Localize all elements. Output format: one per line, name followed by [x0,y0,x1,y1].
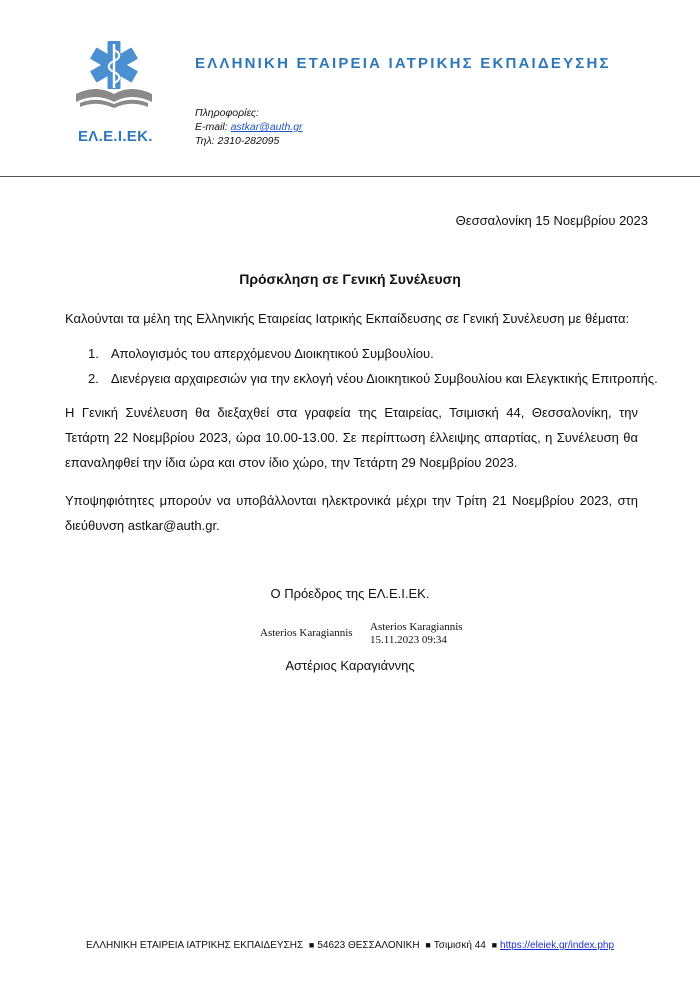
logo-text: ΕΛ.Ε.Ι.ΕΚ. [78,128,153,145]
footer-separator: ■ [308,940,315,950]
agenda-item-number: 1. [88,346,99,361]
agenda-item-text: Διενέργεια αρχαιρεσιών για την εκλογή νέου Διοικητικού Συμβουλίου και Ελεγκτικής Επιτροπής. [110,371,658,386]
signatory-name: Αστέριος Καραγιάννης [285,658,415,673]
agenda-item [88,366,658,391]
digital-signature-name: Asterios Karagiannis [260,627,353,639]
agenda-item-text: Απολογισμός του απερχόμενου Διοικητικού Συμβουλίου. [110,346,434,361]
footer [0,940,700,951]
footer-street: Τσιμισκή 44 [433,940,486,951]
digital-signature-details [370,621,463,647]
contact-email-link[interactable]: astkar@auth.gr [230,121,303,133]
footer-website-link[interactable]: https://eleiek.gr/index.php [500,940,615,951]
logo-medical-star-book-icon [74,40,154,112]
agenda-item-number: 2. [88,371,99,386]
contact-email-line [195,120,303,134]
digital-signature-signer: Asterios Karagiannis [370,621,463,633]
intro-paragraph: Καλούνται τα μέλη της Ελληνικής Εταιρείας Ιατρικής Εκπαίδευσης σε Γενική Συνέλευση με θέματα: [65,311,630,326]
document-date: Θεσσαλονίκη 15 Νοεμβρίου 2023 [455,213,648,228]
agenda-item [88,341,658,366]
document-title: Πρόσκληση σε Γενική Συνέλευση [239,271,461,287]
footer-org: ΕΛΛΗΝΙΚΗ ΕΤΑΙΡΕΙΑ ΙΑΤΡΙΚΗΣ ΕΚΠΑΙΔΕΥΣΗΣ [85,940,304,951]
signatory-role: Ο Πρόεδρος της ΕΛ.Ε.Ι.ΕΚ. [270,586,430,601]
email-label: E-mail: [195,121,228,133]
footer-city: 54623 ΘΕΣΣΑΛΟΝΙΚΗ [317,940,420,951]
contact-heading: Πληροφορίες: [195,107,259,119]
footer-separator: ■ [425,940,431,950]
candidacy-paragraph: Υποψηφιότητες μπορούν να υποβάλλονται ηλεκτρονικά μέχρι την Τρίτη 21 Νοεμβρίου 2023, στη διεύθυνση astkar@auth.gr. [65,493,638,533]
meeting-details-paragraph: Η Γενική Συνέλευση θα διεξαχθεί στα γραφεία της Εταιρείας, Τσιμισκή 44, Θεσσαλονίκη, την Τετάρτη 22 Νοεμβρίου 2023, ώρα 10.00-13.00. Σε περίπτωση έλλειψης απαρτίας, η Συνέλευση θα επαναληφθεί την ίδια ώρα και στον ίδιο χώρο, την Τετάρτη 29 Νοεμβρίου 2023. [65,405,638,470]
footer-separator: ■ [491,940,498,950]
digital-signature-timestamp: 15.11.2023 09:34 [370,634,447,646]
agenda-list [88,341,658,391]
contact-info [195,106,303,148]
contact-phone: Τηλ: 2310-282095 [195,135,280,147]
organization-title: ΕΛΛΗΝΙΚΗ ΕΤΑΙΡΕΙΑ ΙΑΤΡΙΚΗΣ ΕΚΠΑΙΔΕΥΣΗΣ [195,55,611,72]
header-divider [0,176,700,177]
